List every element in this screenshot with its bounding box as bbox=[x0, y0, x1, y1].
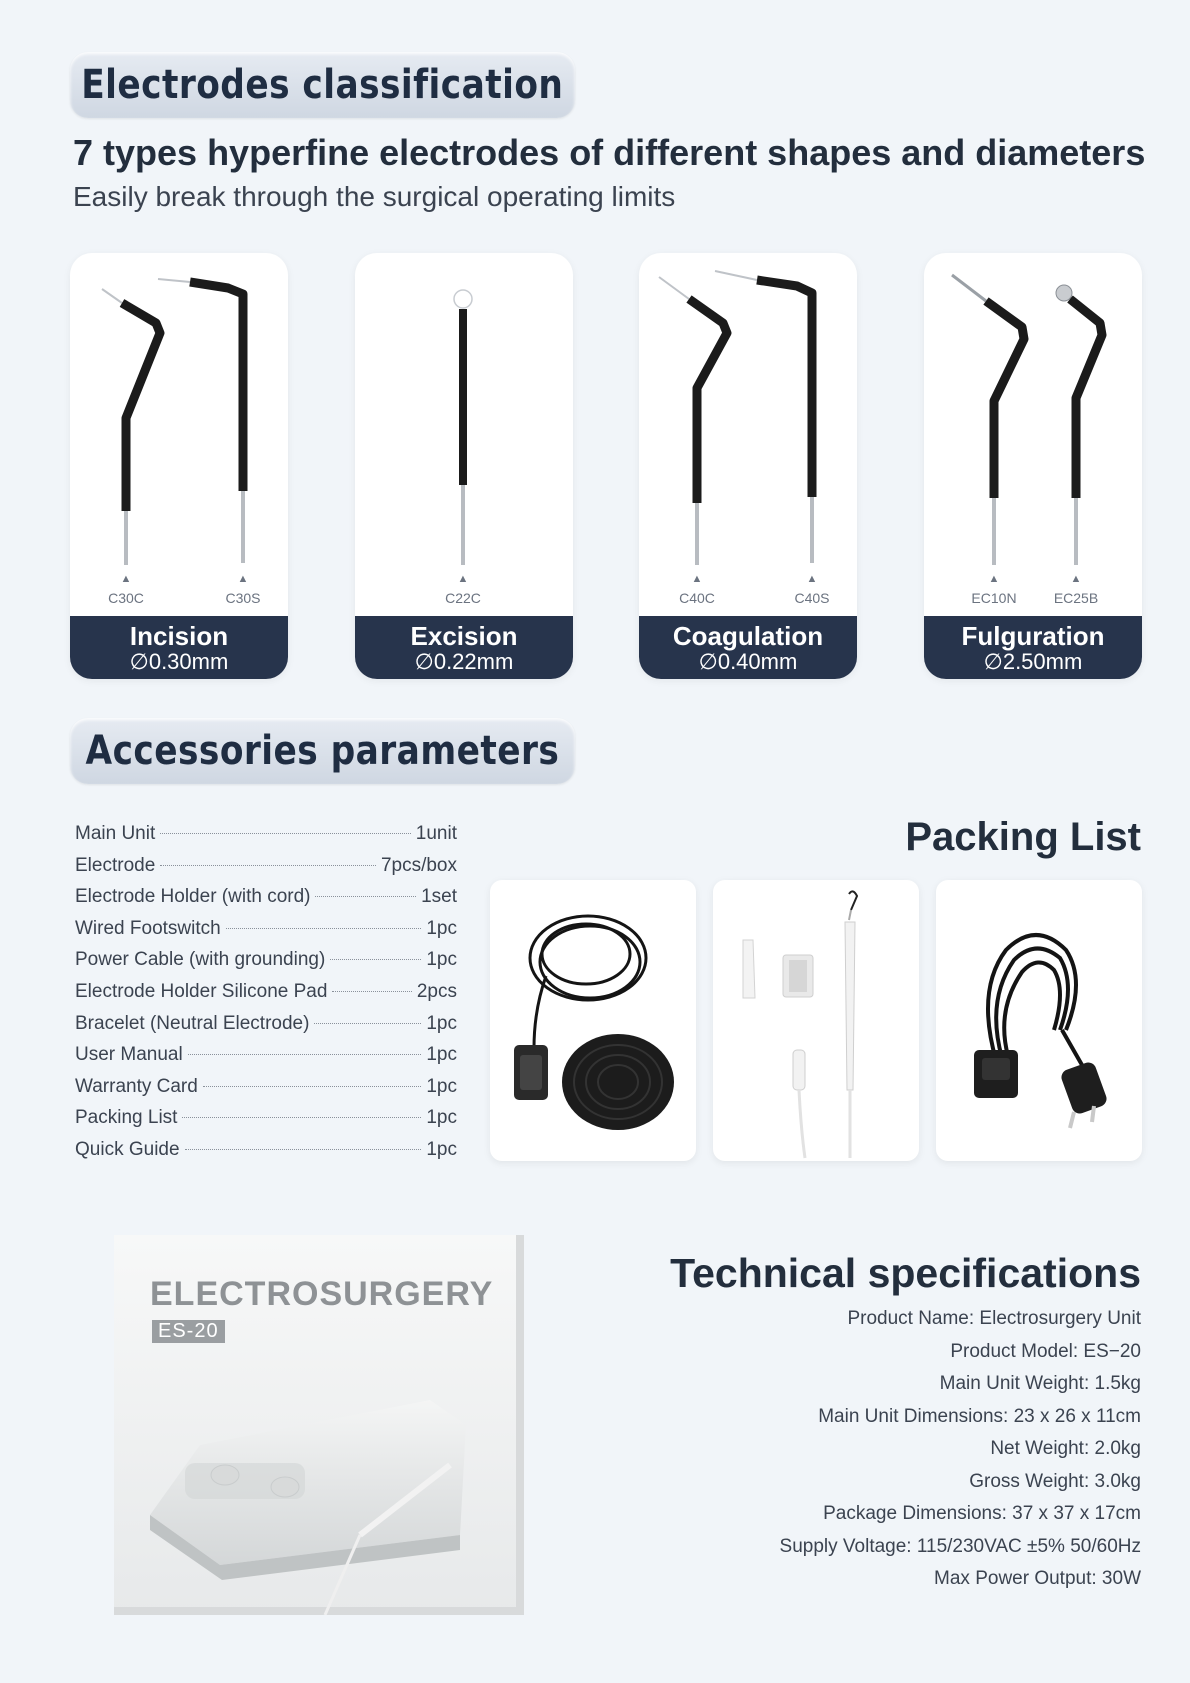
item-qty: 1pc bbox=[426, 1012, 457, 1034]
spec-line: Product Name: Electrosurgery Unit bbox=[847, 1308, 1141, 1329]
item-name: Packing List bbox=[75, 1107, 178, 1129]
pointer-icon: ▲ bbox=[988, 573, 1000, 585]
electrode-holder-photo bbox=[713, 880, 919, 1161]
power-cable-photo bbox=[936, 880, 1142, 1161]
electrode-code: C30C bbox=[108, 590, 144, 606]
item-qty: 2pcs bbox=[416, 980, 457, 1002]
electrode-type-name: Coagulation bbox=[672, 621, 824, 651]
item-qty: 1pc bbox=[426, 1107, 457, 1129]
electrode-band bbox=[70, 616, 288, 679]
item-name: Power Cable (with grounding) bbox=[75, 949, 326, 971]
spec-line: Net Weight: 2.0kg bbox=[990, 1438, 1141, 1459]
list-item bbox=[75, 1139, 457, 1171]
list-item bbox=[75, 949, 457, 981]
item-name: Quick Guide bbox=[75, 1138, 180, 1160]
item-name: Electrode Holder Silicone Pad bbox=[75, 980, 328, 1002]
electrode-type-name: Fulguration bbox=[961, 621, 1105, 651]
item-qty: 1pc bbox=[426, 949, 457, 971]
box-model: ES-20 bbox=[152, 1320, 225, 1343]
electrodes-subline: Easily break through the surgical operating limits bbox=[73, 181, 676, 212]
item-qty: 1pc bbox=[426, 1044, 457, 1066]
spec-line: Gross Weight: 3.0kg bbox=[969, 1470, 1141, 1492]
spec-line: Product Model: ES−20 bbox=[950, 1340, 1141, 1362]
electrode-code: C30S bbox=[225, 590, 261, 606]
list-item bbox=[75, 1107, 457, 1139]
electrodes-headline: 7 types hyperfine electrodes of different shapes and diameters bbox=[73, 132, 1146, 173]
footswitch-illustration bbox=[490, 880, 696, 1161]
item-name: Wired Footswitch bbox=[75, 917, 221, 939]
list-item bbox=[75, 981, 457, 1013]
pointer-icon: ▲ bbox=[120, 573, 132, 585]
section-title-electrodes bbox=[70, 52, 575, 118]
electrode-diameter: ∅0.22mm bbox=[414, 649, 514, 674]
item-qty: 1unit bbox=[415, 823, 457, 844]
electrode-band bbox=[355, 616, 573, 679]
electrode-code: C40C bbox=[679, 590, 715, 606]
item-qty: 1pc bbox=[426, 1138, 457, 1160]
spec-line: Max Power Output: 30W bbox=[934, 1568, 1141, 1589]
technical-specifications-title: Technical specifications bbox=[670, 1250, 1141, 1296]
electrode-card-fulguration bbox=[924, 253, 1142, 679]
pointer-icon: ▲ bbox=[806, 573, 818, 585]
electrodes-classification-heading: Electrodes classification bbox=[81, 62, 564, 108]
list-item bbox=[75, 918, 457, 950]
spec-line: Supply Voltage: 115/230VAC ±5% 50/60Hz bbox=[779, 1535, 1141, 1557]
spec-line: Package Dimensions: 37 x 37 x 17cm bbox=[823, 1503, 1141, 1524]
technical-specifications-list bbox=[780, 1308, 1141, 1601]
list-item bbox=[75, 886, 457, 918]
list-item bbox=[75, 855, 457, 887]
electrode-band bbox=[924, 616, 1142, 679]
item-qty: 7pcs/box bbox=[380, 854, 457, 876]
product-box bbox=[110, 1235, 528, 1615]
pointer-icon: ▲ bbox=[237, 573, 249, 585]
electrode-code: C22C bbox=[445, 590, 481, 606]
section-title-accessories bbox=[70, 718, 575, 784]
electrode-card-excision bbox=[355, 253, 573, 679]
pointer-icon: ▲ bbox=[457, 573, 469, 585]
electrode-card-incision bbox=[70, 253, 288, 679]
electrode-holder-illustration bbox=[713, 880, 919, 1161]
item-qty: 1pc bbox=[426, 1075, 457, 1097]
list-item bbox=[75, 823, 457, 855]
item-qty: 1pc bbox=[426, 917, 457, 939]
pointer-icon: ▲ bbox=[1070, 573, 1082, 585]
list-item bbox=[75, 1013, 457, 1045]
item-name: Bracelet (Neutral Electrode) bbox=[75, 1012, 310, 1034]
electrode-code: C40S bbox=[794, 590, 830, 606]
electrode-code: EC25B bbox=[1053, 590, 1099, 606]
box-brand: ELECTROSURGERY bbox=[150, 1275, 494, 1313]
electrode-diameter: ∅0.40mm bbox=[698, 649, 798, 674]
item-name: Electrode Holder (with cord) bbox=[75, 886, 311, 908]
power-cable-illustration bbox=[936, 880, 1142, 1161]
electrode-diameter: ∅2.50mm bbox=[983, 649, 1083, 674]
list-item bbox=[75, 1076, 457, 1108]
footswitch-photo bbox=[490, 880, 696, 1161]
electrode-code: EC10N bbox=[971, 590, 1017, 606]
pointer-icon: ▲ bbox=[691, 573, 703, 585]
item-name: Electrode bbox=[75, 854, 156, 876]
item-name: Warranty Card bbox=[75, 1075, 198, 1097]
packing-list-title: Packing List bbox=[905, 815, 1141, 859]
spec-line: Main Unit Weight: 1.5kg bbox=[939, 1373, 1141, 1394]
item-name: User Manual bbox=[75, 1044, 183, 1066]
spec-line: Main Unit Dimensions: 23 x 26 x 11cm bbox=[818, 1405, 1141, 1427]
electrode-band bbox=[639, 616, 857, 679]
accessories-parameters-heading: Accessories parameters bbox=[85, 728, 560, 774]
electrode-type-name: Excision bbox=[410, 621, 518, 651]
electrode-type-name: Incision bbox=[129, 621, 229, 651]
item-qty: 1set bbox=[421, 886, 457, 908]
list-item bbox=[75, 1044, 457, 1076]
packing-list bbox=[75, 823, 457, 1171]
electrode-card-coagulation bbox=[639, 253, 857, 679]
item-name: Main Unit bbox=[75, 823, 156, 844]
electrode-diameter: ∅0.30mm bbox=[129, 649, 229, 674]
